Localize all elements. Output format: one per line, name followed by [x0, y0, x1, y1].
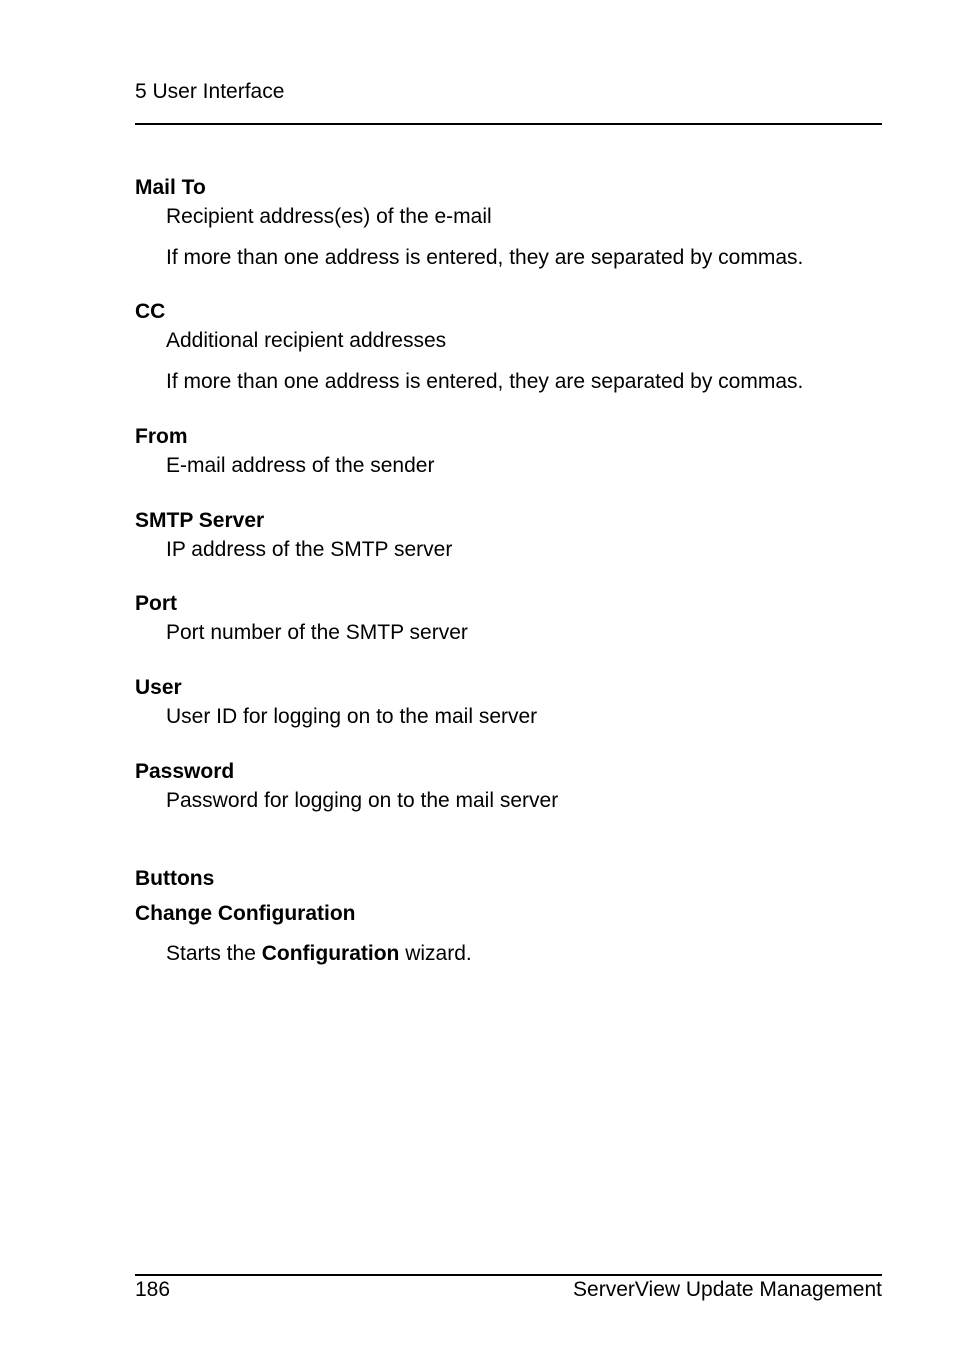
- term-password: Password: [135, 760, 235, 783]
- term-user: User: [135, 676, 182, 699]
- desc-suffix: wizard.: [399, 942, 472, 965]
- desc-password: Password for logging on to the mail server: [166, 789, 559, 812]
- desc-cc-note: If more than one address is entered, they are separated by commas.: [166, 370, 804, 393]
- footer-product-name: ServerView Update Management: [573, 1278, 882, 1301]
- section-heading-buttons: Buttons: [135, 867, 215, 890]
- header-rule: [135, 123, 882, 125]
- running-header: 5 User Interface: [135, 80, 285, 103]
- desc-prefix: Starts the: [166, 942, 262, 965]
- term-change-configuration: Change Configuration: [135, 902, 356, 925]
- desc-mail-to: Recipient address(es) of the e-mail: [166, 205, 492, 228]
- desc-from: E-mail address of the sender: [166, 454, 435, 477]
- desc-cc: Additional recipient addresses: [166, 329, 447, 352]
- desc-bold-configuration: Configuration: [261, 942, 400, 965]
- term-port: Port: [135, 592, 177, 615]
- term-cc: CC: [135, 300, 166, 323]
- desc-user: User ID for logging on to the mail server: [166, 705, 538, 728]
- desc-port: Port number of the SMTP server: [166, 621, 468, 644]
- term-smtp-server: SMTP Server: [135, 509, 265, 532]
- desc-mail-to-note: If more than one address is entered, they are separated by commas.: [166, 246, 804, 269]
- page-number: 186: [135, 1278, 171, 1301]
- term-from: From: [135, 425, 188, 448]
- desc-change-configuration: [166, 941, 472, 967]
- desc-smtp-server: IP address of the SMTP server: [166, 538, 453, 561]
- term-mail-to: Mail To: [135, 176, 206, 199]
- footer-rule: [135, 1274, 882, 1276]
